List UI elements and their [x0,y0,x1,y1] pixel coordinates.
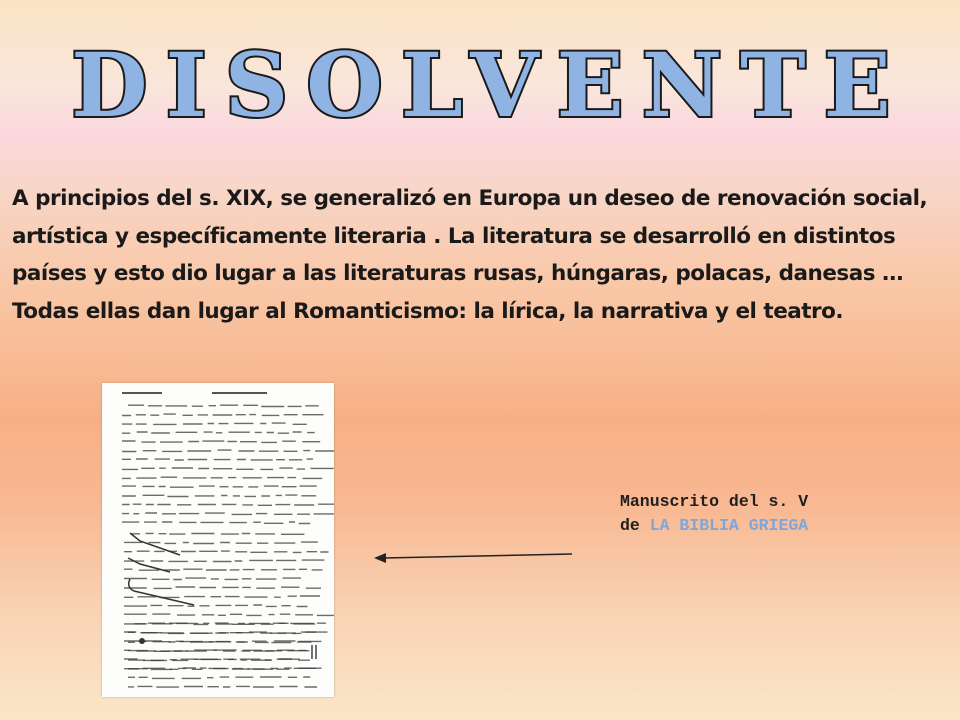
body-paragraph: A principios del s. XIX, se generalizó en Europa un deseo de renovación social, artística y específicamente literaria . La literatura se desarrolló en distintos países y esto dio lugar a las literaturas rusas, húngaras, polacas, danesas … Todas ellas dan lugar al Romanticismo: la lírica, la narrativa y el teatro. [12,186,928,324]
title-text: DISOLVENTE [71,33,909,132]
caption-prefix: de [620,516,640,535]
image-caption [620,490,940,538]
title-wordart [0,32,960,132]
left-arrow-icon [370,548,580,568]
caption-line-2 [620,514,940,538]
slide-title [0,32,960,132]
caption-line-1: Manuscrito del s. V [620,492,809,511]
manuscript-image [102,383,334,697]
manuscript-svg [102,383,334,697]
caption-highlight: LA BIBLIA GRIEGA [649,516,809,535]
